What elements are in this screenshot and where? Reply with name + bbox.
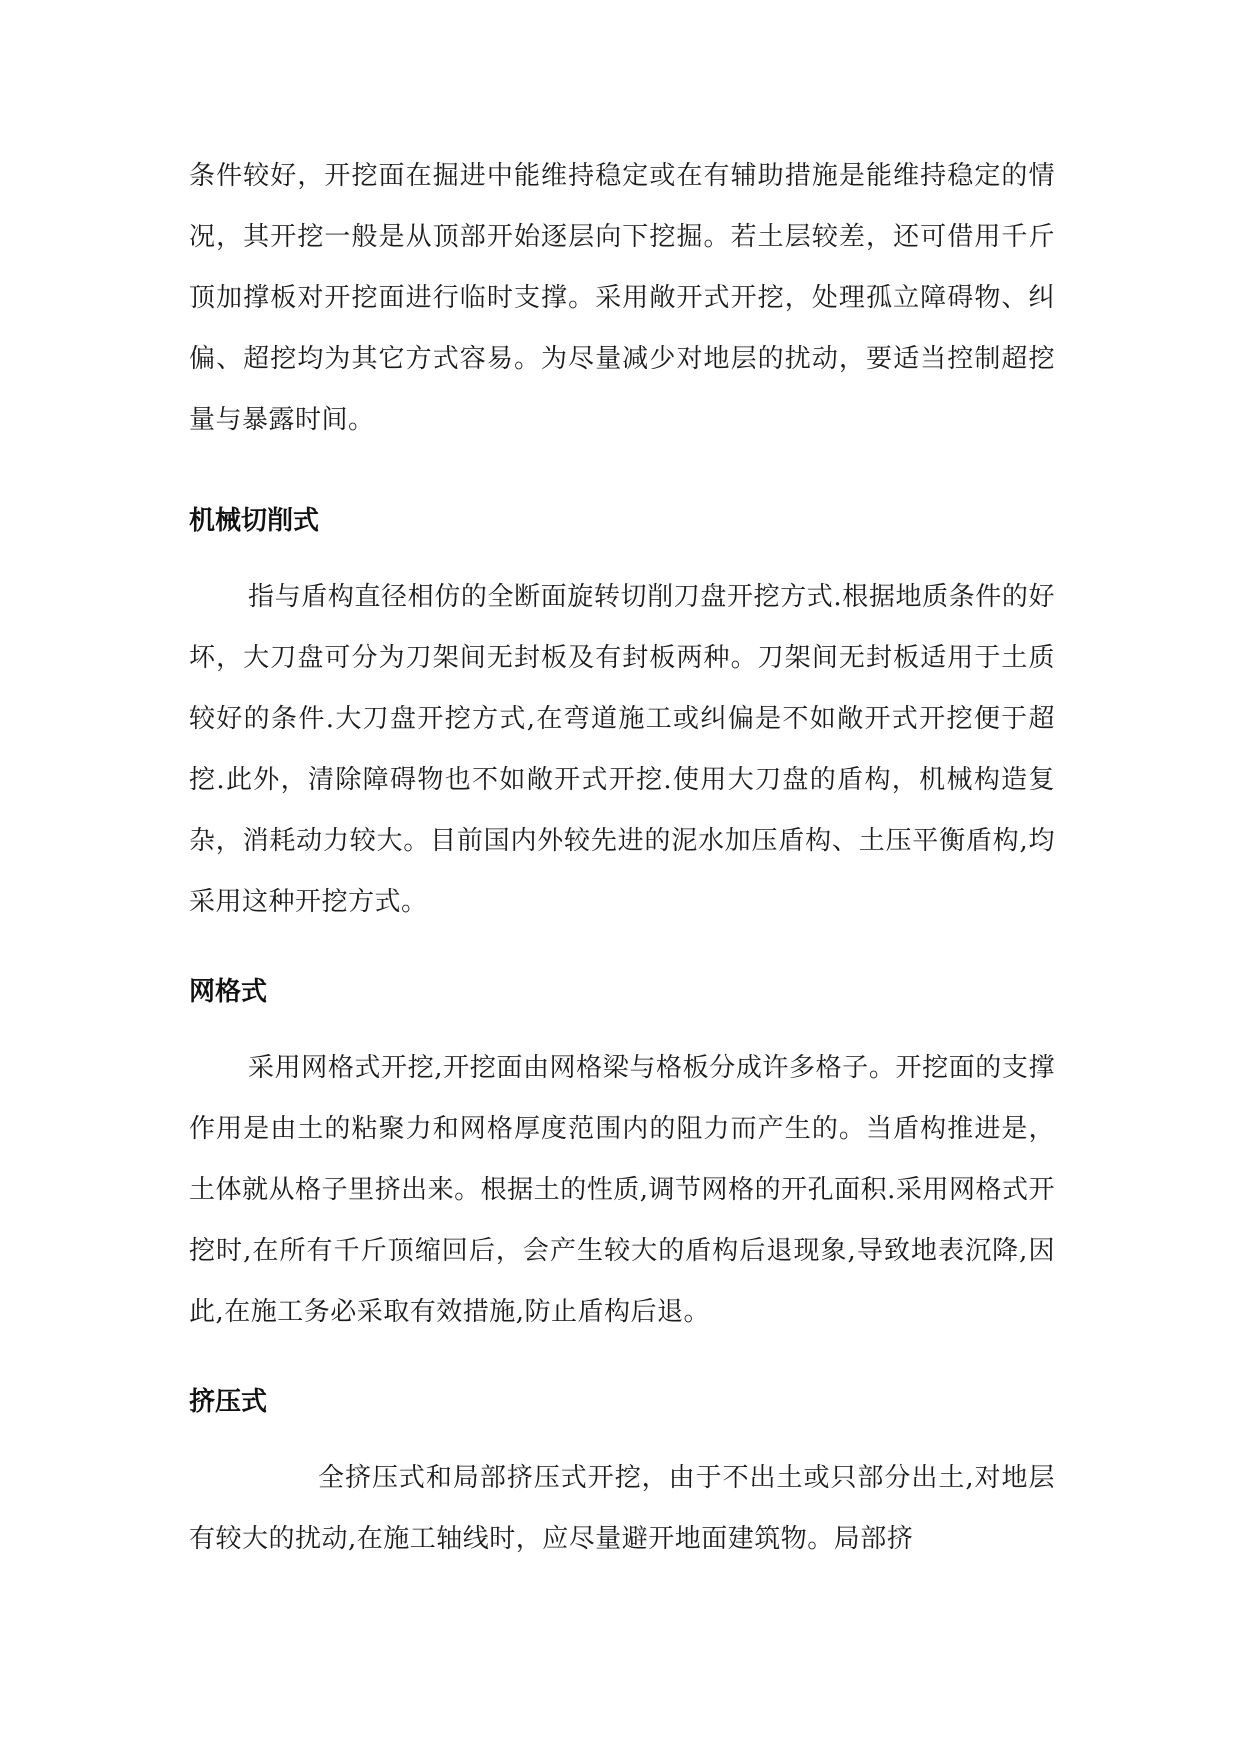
section-heading-grid-type: 网格式 (189, 977, 268, 1007)
paragraph-grid-type: 采用网格式开挖,开挖面由网格梁与格板分成许多格子。开挖面的支撑作用是由土的粘聚力和网格厚度范围内的阻力而产生的。当盾构推进是，土体就从格子里挤出来。根据土的性质,调节网格的开孔面积.采用网格式开挖时,在所有千斤顶缩回后，会产生较大的盾构后退现象,导致地表沉降,因此,在施工务必采取有效措施,防止盾构后退。 (189, 1053, 1055, 1327)
section-heading-extrusion-type: 挤压式 (189, 1387, 268, 1417)
document-page (189, 146, 1055, 1570)
paragraph-mechanical-cutting: 指与盾构直径相仿的全断面旋转切削刀盘开挖方式.根据地质条件的好坏，大刀盘可分为刀架间无封板及有封板两种。刀架间无封板适用于土质较好的条件.大刀盘开挖方式,在弯道施工或纠偏是不如敞开式开挖便于超挖.此外，清除障碍物也不如敞开式开挖.使用大刀盘的盾构，机械构造复杂，消耗动力较大。目前国内外较先进的泥水加压盾构、土压平衡盾构,均采用这种开挖方式。 (189, 582, 1055, 917)
section-heading-mechanical-cutting: 机械切削式 (189, 506, 320, 536)
paragraph-open-excavation-continued: 条件较好，开挖面在掘进中能维持稳定或在有辅助措施是能维持稳定的情况，其开挖一般是从顶部开始逐层向下挖掘。若土层较差，还可借用千斤顶加撑板对开挖面进行临时支撑。采用敞开式开挖，处理孤立障碍物、纠偏、超挖均为其它方式容易。为尽量减少对地层的扰动，要适当控制超挖量与暴露时间。 (189, 161, 1055, 435)
paragraph-extrusion-type: 全挤压式和局部挤压式开挖，由于不出土或只部分出土,对地层有较大的扰动,在施工轴线时，应尽量避开地面建筑物。局部挤 (189, 1463, 1055, 1554)
